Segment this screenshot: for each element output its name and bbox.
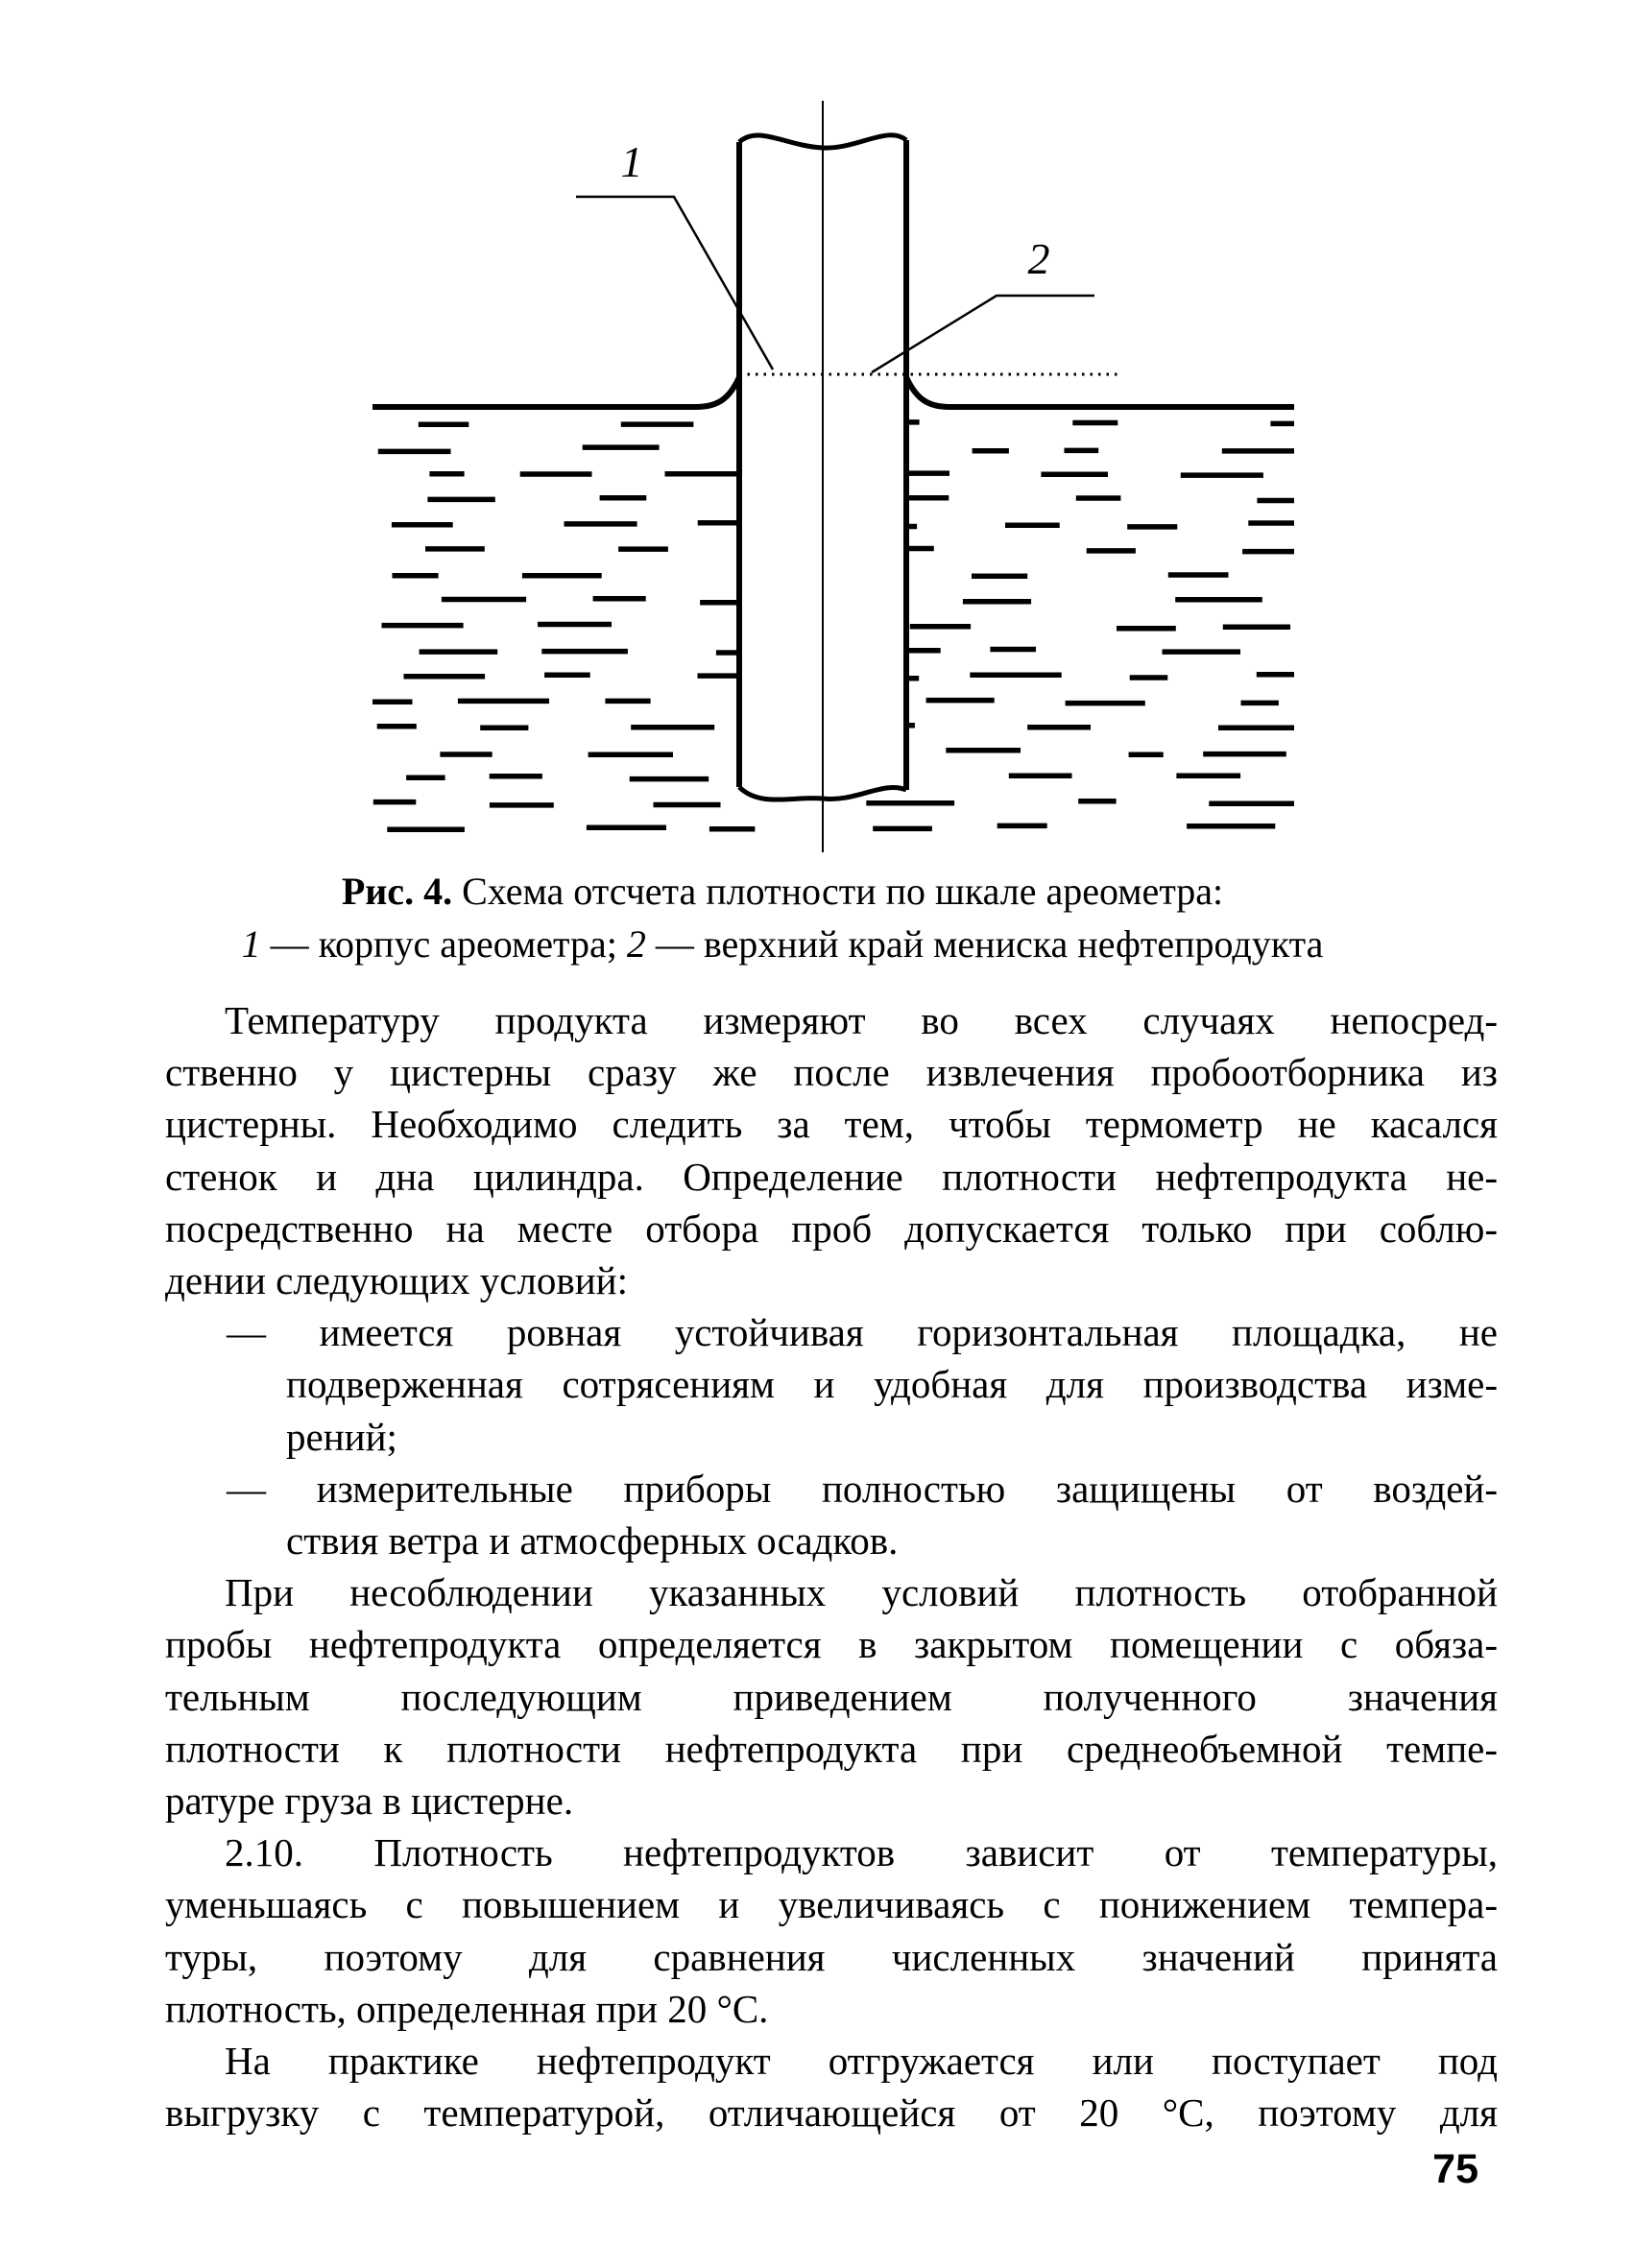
text-line: Температуру продукта измеряют во всех случаях непосред- bbox=[225, 998, 1498, 1042]
text-line: 2.10. Плотность нефтепродуктов зависит от температуры, bbox=[225, 1830, 1498, 1875]
text-line: уменьшаясь с повышением и увеличиваясь с понижением темпера- bbox=[165, 1882, 1498, 1927]
text-line: дении следующих условий: bbox=[165, 1258, 628, 1303]
callout-2: 2 bbox=[1027, 234, 1050, 283]
text-line: ственно у цистерны сразу же после извлечения пробоотборника из bbox=[165, 1050, 1498, 1095]
figure-number: Рис. 4. bbox=[341, 870, 453, 913]
text-line: пробы нефтепродукта определяется в закрытом помещении с обяза- bbox=[165, 1622, 1498, 1667]
hydrometer-diagram bbox=[326, 67, 1315, 864]
liquid-surface-right bbox=[906, 377, 1294, 407]
figure-caption-title bbox=[154, 865, 1411, 918]
text-line: подверженная сотрясениям и удобная для производства изме- bbox=[286, 1362, 1498, 1407]
text-line: тельным последующим приведением полученного значения bbox=[165, 1674, 1498, 1719]
text-line: — измерительные приборы полностью защищены от воздей- bbox=[227, 1466, 1498, 1511]
text-line: плотности к плотности нефтепродукта при среднеобъемной темпе- bbox=[165, 1726, 1498, 1771]
text-line: стенок и дна цилиндра. Определение плотности нефтепродукта не- bbox=[165, 1154, 1498, 1199]
body-text bbox=[165, 994, 1498, 2138]
legend-text-1: — корпус ареометра; bbox=[260, 922, 627, 966]
callout-1: 1 bbox=[620, 137, 643, 186]
text-line: цистерны. Необходимо следить за тем, чтобы термометр не касался bbox=[165, 1102, 1498, 1147]
text-line: На практике нефтепродукт отгружается или поступает под bbox=[225, 2039, 1498, 2084]
text-line: туры, поэтому для сравнения численных значений принята bbox=[165, 1934, 1498, 1979]
text-line: — имеется ровная устойчивая горизонтальная площадка, не bbox=[227, 1310, 1498, 1355]
text-line: плотность, определенная при 20 °С. bbox=[165, 1986, 769, 2031]
text-line: выгрузку с температурой, отличающейся от 20 °С, поэтому для bbox=[165, 2090, 1498, 2136]
text-line: рений; bbox=[286, 1414, 397, 1459]
figure-legend bbox=[154, 918, 1411, 970]
legend-text-2: — верхний край мениска нефтепродукта bbox=[645, 922, 1324, 966]
text-line: При несоблюдении указанных условий плотность отобранной bbox=[225, 1570, 1498, 1615]
figure-caption bbox=[154, 865, 1411, 970]
page-number: 75 bbox=[1432, 2146, 1478, 2192]
legend-key-1: 1 bbox=[241, 922, 261, 966]
liquid-surface-left bbox=[372, 377, 739, 407]
figure-4 bbox=[326, 67, 1315, 864]
legend-key-2: 2 bbox=[626, 922, 646, 966]
text-line: посредственно на месте отбора проб допускается только при соблю- bbox=[165, 1206, 1498, 1251]
figure-caption-text: Схема отсчета плотности по шкале ареометра: bbox=[452, 870, 1224, 913]
text-line: ствия ветра и атмосферных осадков. bbox=[286, 1518, 899, 1564]
text-line: ратуре груза в цистерне. bbox=[165, 1779, 574, 1824]
